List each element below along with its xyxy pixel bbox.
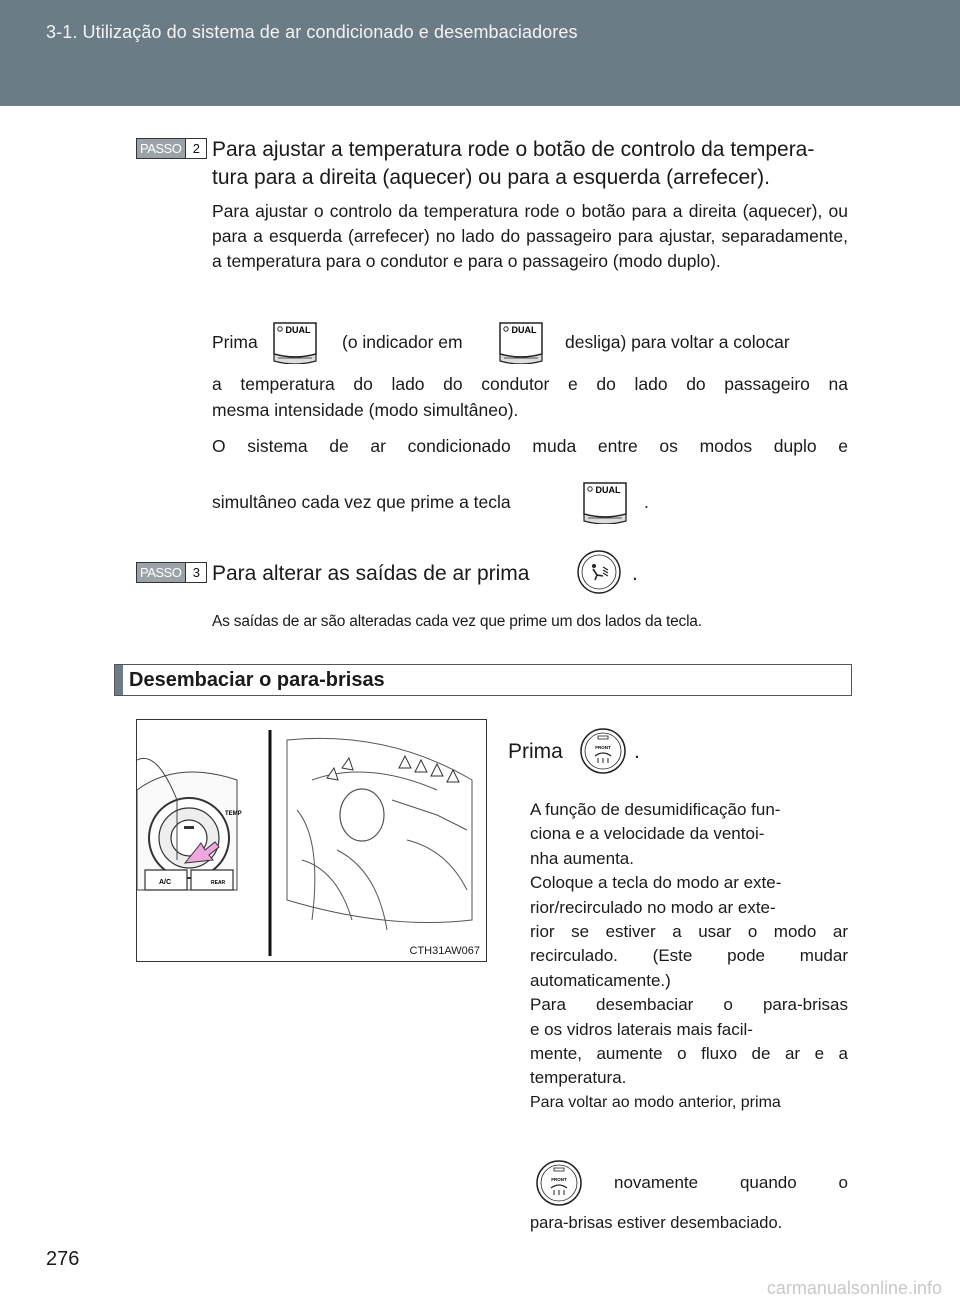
section-heading-bar <box>114 664 852 696</box>
step-label: PASSO <box>137 563 185 582</box>
front-defroster-key-icon <box>578 726 628 776</box>
text-line: mente, aumente o fluxo de ar e a <box>530 1044 848 1064</box>
step-2-badge <box>136 138 207 159</box>
page-header <box>0 0 960 106</box>
text-line: A função de desumidificação fun- <box>530 800 781 819</box>
dual-key-icon <box>580 480 630 524</box>
step-2-heading-line1: Para ajustar a temperatura rode o botão de controlo da tempera- <box>212 138 815 161</box>
text-line: automaticamente.) <box>530 970 671 990</box>
text-line: Coloque a tecla do modo ar exte- <box>530 873 782 893</box>
step-2-paragraph-3-line2: simultâneo cada vez que prime a tecla <box>212 492 511 512</box>
defrost-description <box>530 798 848 1115</box>
text-line: e os vidros laterais mais facil- <box>530 1019 753 1039</box>
front-key-label: FRONT <box>551 1177 567 1182</box>
page-number: 276 <box>46 1248 80 1270</box>
watermark: carmanualsonline.info <box>766 1278 942 1298</box>
rear-label: REAR <box>211 880 226 886</box>
step-label: PASSO <box>137 139 185 158</box>
header-title: 3-1. Utilização do sistema de ar condicionado e desembaciadores <box>46 22 578 42</box>
temp-label: TEMP <box>225 811 242 817</box>
prima-text: Prima <box>508 740 563 763</box>
dual-key-icon <box>270 320 320 364</box>
text-line: Para desembaciar o para-brisas <box>530 995 848 1015</box>
front-defroster-key-icon <box>534 1158 584 1208</box>
text-line: nha aumenta. <box>530 848 634 868</box>
step-number: 3 <box>185 563 206 582</box>
text-line: rior se estiver a usar o modo ar <box>530 922 848 942</box>
air-outlet-mode-key-icon <box>576 549 622 595</box>
text-line: novamente quando o <box>614 1173 848 1192</box>
text-line: rior/recirculado no modo ar exte- <box>530 897 776 917</box>
dashboard-illustration <box>136 719 487 962</box>
indicator-text: (o indicador em <box>342 332 463 352</box>
text-line: temperatura. <box>530 1068 627 1088</box>
dual-key-icon <box>496 320 546 364</box>
text-line: ciona e a velocidade da ventoi- <box>530 824 765 844</box>
step-3-heading: Para alterar as saídas de ar prima <box>212 562 530 585</box>
ac-label: A/C <box>159 879 172 886</box>
text-line: Para voltar ao modo anterior, prima <box>530 1093 781 1111</box>
dual-key-label: DUAL <box>511 325 537 335</box>
step-2-heading <box>212 136 852 192</box>
step-2-paragraph-3-line1: O sistema de ar condicionado muda entre os modos duplo e <box>212 436 848 456</box>
period: . <box>644 492 649 512</box>
step-3-note: As saídas de ar são alteradas cada vez que prime um dos lados da tecla. <box>212 613 702 630</box>
front-key-label: FRONT <box>595 745 611 750</box>
text-line: recirculado. (Este pode mudar <box>530 946 848 966</box>
dual-key-label: DUAL <box>595 485 621 495</box>
text-line: para-brisas estiver desembaciado. <box>530 1214 783 1232</box>
desliga-text: desliga) para voltar a colocar <box>565 332 790 352</box>
step-2-paragraph-2-line2: a temperatura do lado do condutor e do lado do passageiro na <box>212 374 848 394</box>
step-2-paragraph-2-line3: mesma intensidade (modo simultâneo). <box>212 400 519 420</box>
defroster-figure-drawing <box>137 720 486 961</box>
figure-code: CTH31AW067 <box>409 945 480 957</box>
period: . <box>634 740 640 763</box>
step-3-badge <box>136 562 207 583</box>
step-2-paragraph-1: Para ajustar o controlo da temperatura rode o botão para a direita (aquecer), ou para a esquerda (arrefecer) no lado do passageiro para ajustar, separadamente, a temperatura para o condutor e para o passageiro (modo duplo). <box>212 201 848 271</box>
prima-text: Prima <box>212 332 258 352</box>
dual-key-label: DUAL <box>285 325 311 335</box>
section-stripe <box>115 665 123 695</box>
period: . <box>632 562 638 585</box>
section-title: Desembaciar o para-brisas <box>129 669 385 691</box>
step-2-heading-line2: tura para a direita (aquecer) ou para a esquerda (arrefecer). <box>212 166 770 189</box>
step-number: 2 <box>185 139 206 158</box>
